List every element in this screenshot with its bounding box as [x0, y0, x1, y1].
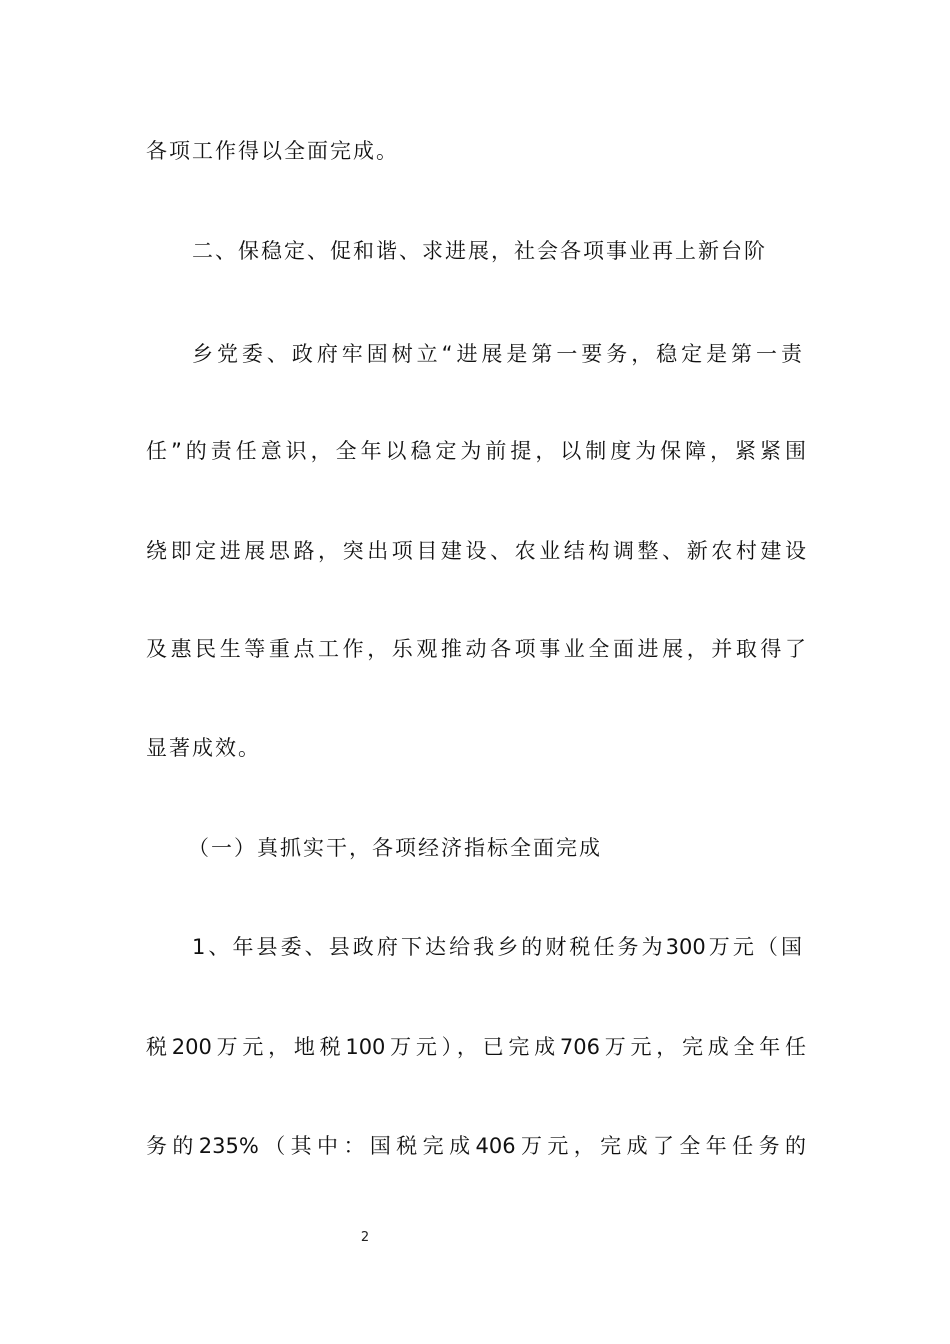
- text-line-11: 务的235%（其中：国税完成406万元，完成了全年任务的: [146, 1134, 806, 1158]
- text-line-3: 乡党委、政府牢固树立“进展是第一要务，稳定是第一责: [192, 342, 802, 366]
- text-line-1: 各项工作得以全面完成。: [146, 139, 399, 163]
- text-line-6: 及惠民生等重点工作，乐观推动各项事业全面进展，并取得了: [146, 637, 806, 661]
- section-heading-2: 二、保稳定、促和谐、求进展，社会各项事业再上新台阶: [192, 239, 767, 263]
- page-number: 2: [360, 1230, 370, 1245]
- subsection-heading-1: （一）真抓实干，各项经济指标全面完成: [188, 836, 602, 860]
- text-line-9: 1、年县委、县政府下达给我乡的财税任务为300万元（国: [192, 935, 802, 959]
- text-line-7: 显著成效。: [146, 736, 261, 760]
- text-line-4: 任”的责任意识，全年以稳定为前提，以制度为保障，紧紧围: [146, 439, 806, 463]
- text-line-10: 税200万元，地税100万元），已完成706万元，完成全年任: [146, 1035, 806, 1059]
- text-line-5: 绕即定进展思路，突出项目建设、农业结构调整、新农村建设: [146, 539, 806, 563]
